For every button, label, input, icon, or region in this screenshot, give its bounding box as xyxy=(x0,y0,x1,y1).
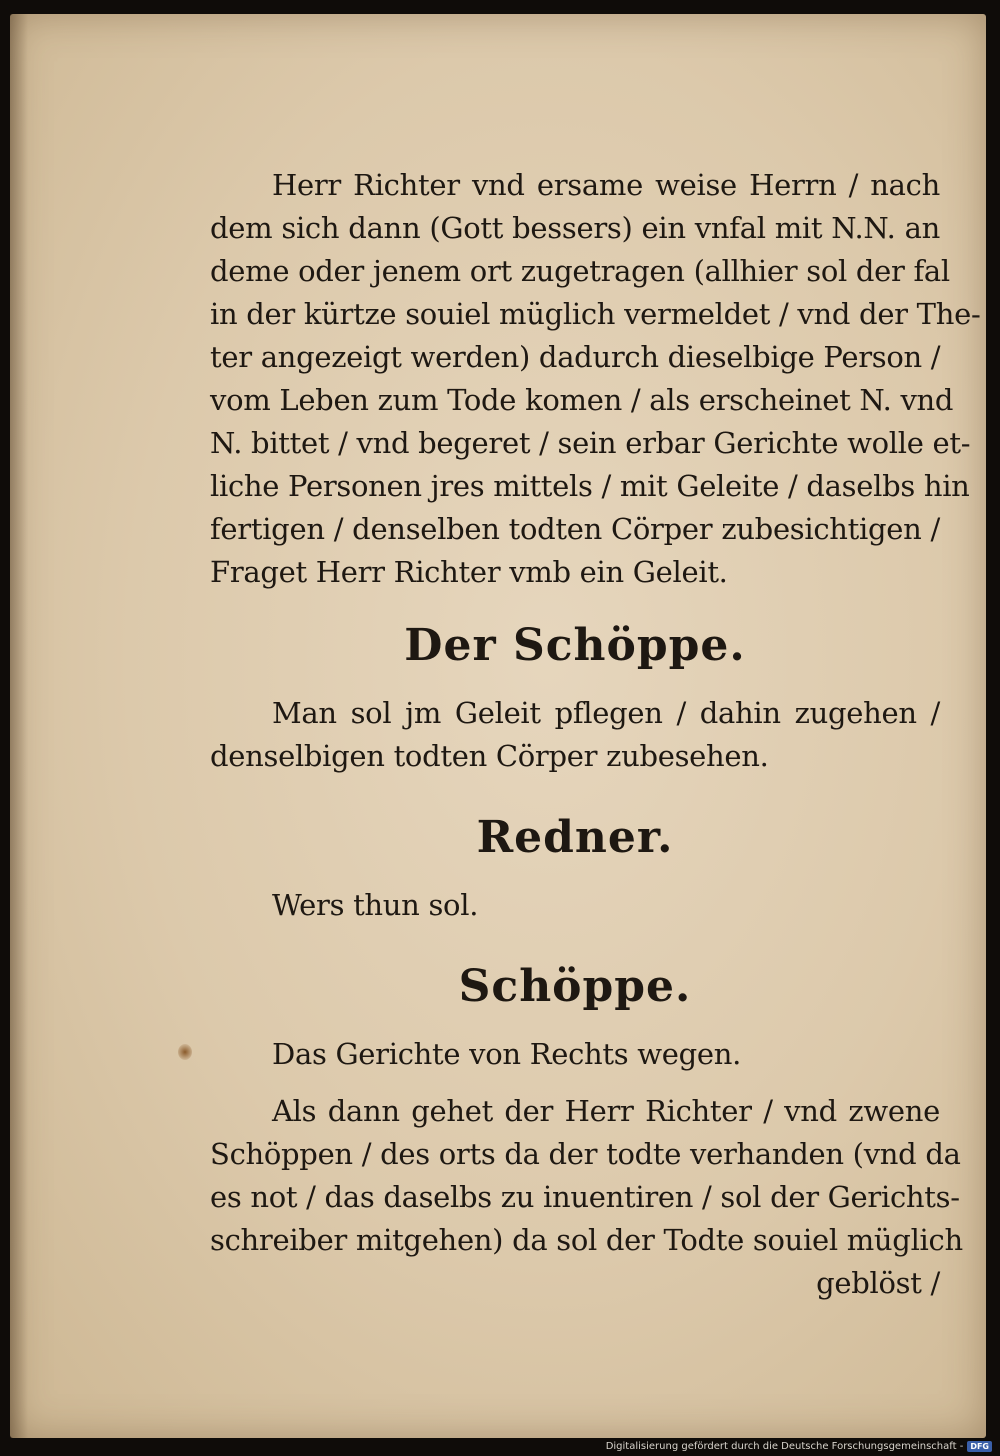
digitization-footer xyxy=(606,1441,992,1452)
text-line: vom Leben zum Tode komen / als erscheinet N. vnd xyxy=(210,383,954,417)
text-line: es not / das daselbs zu inuentiren / sol der Gerichts- xyxy=(210,1180,960,1214)
text-line: ter angezeigt werden) dadurch dieselbige Person / xyxy=(210,340,941,374)
paragraph-1 xyxy=(210,164,981,594)
page-text xyxy=(210,164,981,1305)
text-line: Herr Richter vnd ersame weise Herrn / nach xyxy=(272,168,940,202)
heading-der-schoeppe: Der Schöppe. xyxy=(404,620,746,671)
text-line: fertigen / denselben todten Cörper zubesichtigen / xyxy=(210,512,940,546)
text-line: schreiber mitgehen) da sol der Todte souiel müglich xyxy=(210,1223,963,1257)
paragraph-4: Das Gerichte von Rechts wegen. xyxy=(272,1037,742,1071)
text-line: deme oder jenem ort zugetragen (allhier sol der fal xyxy=(210,254,950,288)
text-line: Als dann gehet der Herr Richter / vnd zwene xyxy=(272,1094,940,1128)
catchword: geblöst / xyxy=(816,1266,940,1300)
text-line: denselbigen todten Cörper zubesehen. xyxy=(210,739,769,773)
book-page xyxy=(10,14,986,1438)
text-line: liche Personen jres mittels / mit Geleite / daselbs hin xyxy=(210,469,970,503)
dfg-logo: DFG xyxy=(967,1441,992,1452)
heading-schoeppe: Schöppe. xyxy=(458,961,692,1012)
text-line: Schöppen / des orts da der todte verhanden (vnd da xyxy=(210,1137,961,1171)
ink-stain xyxy=(178,1044,192,1060)
text-line: N. bittet / vnd begeret / sein erbar Gerichte wolle et- xyxy=(210,426,971,460)
text-line: dem sich dann (Gott bessers) ein vnfal mit N.N. an xyxy=(210,211,940,245)
footer-text: Digitalisierung gefördert durch die Deutsche Forschungsgemeinschaft - xyxy=(605,1441,964,1452)
paragraph-2 xyxy=(210,692,940,778)
text-line: Man sol jm Geleit pflegen / dahin zugehen / xyxy=(272,696,940,730)
heading-redner: Redner. xyxy=(476,812,674,863)
text-line: Fraget Herr Richter vmb ein Geleit. xyxy=(210,555,728,589)
paragraph-5 xyxy=(210,1090,963,1305)
paragraph-3: Wers thun sol. xyxy=(272,888,479,922)
text-line: in der kürtze souiel müglich vermeldet / vnd der The- xyxy=(210,297,981,331)
